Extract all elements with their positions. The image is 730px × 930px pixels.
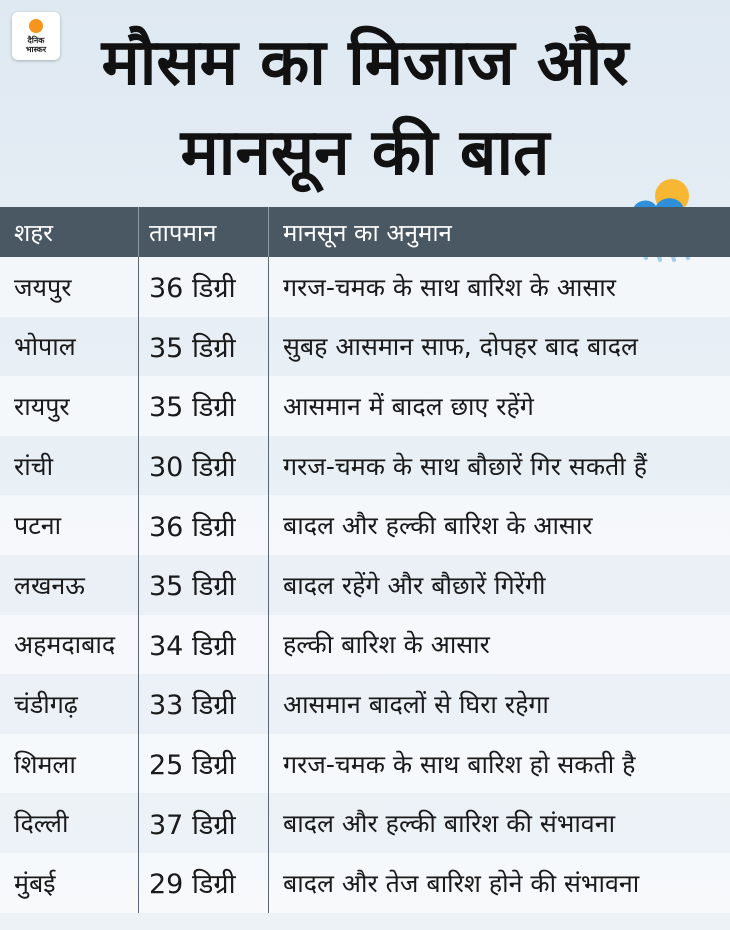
page-title (0, 18, 730, 198)
city-cell: दिल्ली (14, 809, 69, 839)
temperature-cell: 35 डिग्री (138, 317, 268, 377)
forecast-cell: सुबह आसमान साफ, दोपहर बाद बादल (268, 317, 730, 377)
forecast-cell: बादल रहेंगे और बौछारें गिरेंगी (268, 555, 730, 615)
table-row (0, 436, 730, 496)
city-cell: लखनऊ (14, 570, 85, 600)
city-cell: चंडीगढ़ (14, 689, 78, 719)
weather-table (0, 207, 730, 913)
logo-text-line1: दैनिक (27, 35, 45, 45)
table-row (0, 853, 730, 913)
city-cell: रांची (14, 451, 54, 481)
forecast-cell: बादल और हल्की बारिश के आसार (268, 495, 730, 555)
temperature-cell: 33 डिग्री (138, 674, 268, 734)
city-cell: जयपुर (14, 272, 72, 302)
forecast-cell: आसमान में बादल छाए रहेंगे (268, 376, 730, 436)
temperature-cell: 30 डिग्री (138, 436, 268, 496)
forecast-cell: गरज-चमक के साथ बारिश हो सकती है (268, 734, 730, 794)
temperature-cell: 34 डिग्री (138, 615, 268, 675)
table-row (0, 495, 730, 555)
logo-text-line2: भास्कर (25, 44, 47, 54)
title-line-2: मानसून की बात (180, 116, 550, 190)
temperature-cell: 29 डिग्री (138, 853, 268, 913)
temperature-cell: 35 डिग्री (138, 555, 268, 615)
table-row (0, 317, 730, 377)
table-row (0, 674, 730, 734)
header-city: शहर (14, 218, 53, 247)
forecast-cell: गरज-चमक के साथ बौछारें गिर सकती हैं (268, 436, 730, 496)
city-cell: मुंबई (14, 868, 56, 898)
city-cell: रायपुर (14, 391, 70, 421)
header-monsoon-forecast: मानसून का अनुमान (268, 207, 730, 257)
title-line-1: मौसम का मिजाज और (101, 26, 629, 100)
temperature-cell: 37 डिग्री (138, 793, 268, 853)
temperature-cell: 35 डिग्री (138, 376, 268, 436)
forecast-cell: बादल और तेज बारिश होने की संभावना (268, 853, 730, 913)
table-row (0, 555, 730, 615)
forecast-cell: हल्की बारिश के आसार (268, 615, 730, 675)
table-row (0, 376, 730, 436)
temperature-cell: 36 डिग्री (138, 257, 268, 317)
city-cell: पटना (14, 511, 62, 541)
forecast-cell: बादल और हल्की बारिश की संभावना (268, 793, 730, 853)
temperature-cell: 36 डिग्री (138, 495, 268, 555)
table-header (0, 207, 730, 257)
table-row (0, 615, 730, 675)
city-cell: शिमला (14, 749, 76, 779)
table-row (0, 257, 730, 317)
table-row (0, 793, 730, 853)
header-temperature: तापमान (138, 207, 268, 257)
table-row (0, 734, 730, 794)
forecast-cell: गरज-चमक के साथ बारिश के आसार (268, 257, 730, 317)
city-cell: भोपाल (14, 332, 76, 362)
city-cell: अहमदाबाद (14, 630, 116, 660)
temperature-cell: 25 डिग्री (138, 734, 268, 794)
forecast-cell: आसमान बादलों से घिरा रहेगा (268, 674, 730, 734)
